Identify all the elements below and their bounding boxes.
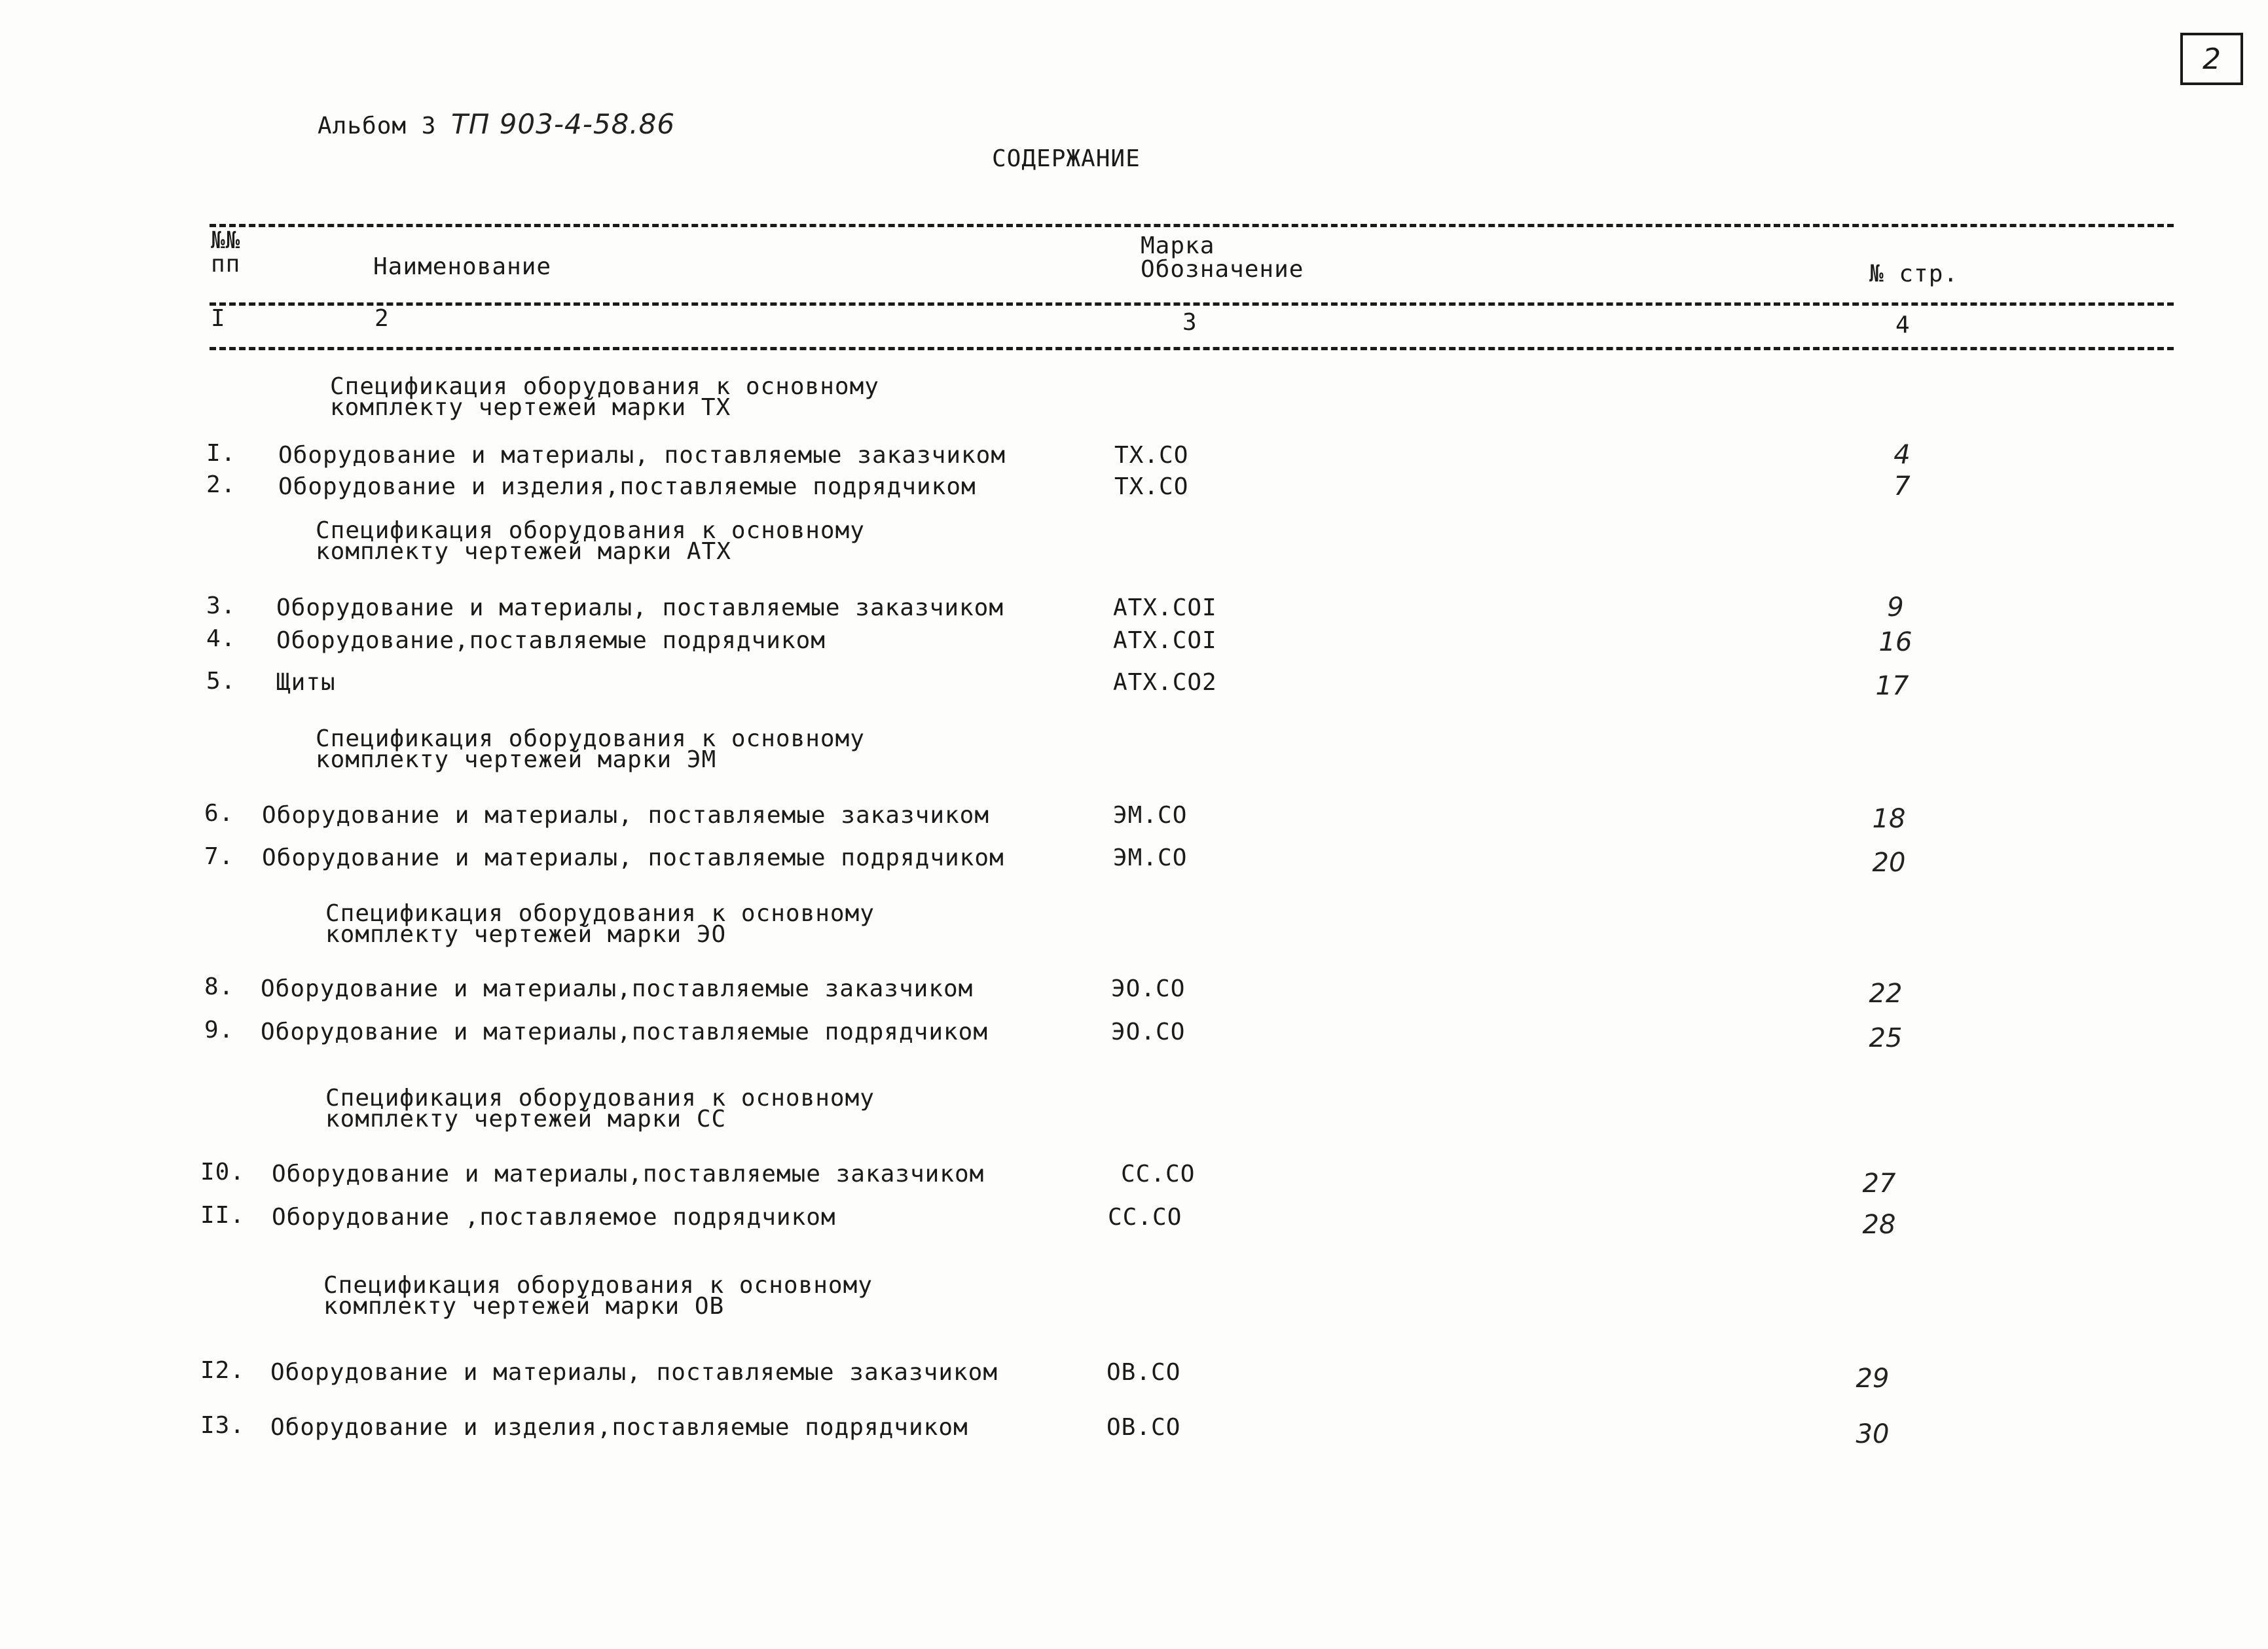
header-col-index-2: 2 bbox=[375, 305, 390, 332]
row-name: Оборудование и изделия,поставляемые подрядчиком bbox=[270, 1414, 968, 1441]
row-number: 3. bbox=[206, 592, 236, 619]
row-mark: АТХ.СОI bbox=[1113, 594, 1217, 621]
row-number: 7. bbox=[204, 843, 234, 870]
section-heading-line2: комплекту чертежей марки ТХ bbox=[330, 394, 731, 421]
row-page: 28 bbox=[1862, 1210, 1896, 1240]
row-number: 8. bbox=[204, 973, 234, 1000]
header-top-rule bbox=[210, 224, 2174, 227]
row-mark: ОВ.СО bbox=[1107, 1359, 1181, 1386]
header-mark-col bbox=[1141, 234, 1304, 281]
header-name-col: Наименование bbox=[373, 253, 552, 280]
row-number: I. bbox=[206, 440, 236, 467]
header-num-line1: №№ bbox=[211, 227, 241, 254]
sheet-number-box bbox=[2180, 33, 2243, 85]
header-col-index-1: I bbox=[211, 305, 226, 332]
section-heading-line1: Спецификация оборудования к основному bbox=[330, 373, 879, 400]
row-mark: ТХ.СО bbox=[1114, 473, 1189, 500]
row-page: 9 bbox=[1887, 592, 1904, 623]
header-page-col: № стр. bbox=[1869, 261, 1959, 287]
row-page: 29 bbox=[1856, 1364, 1890, 1394]
row-mark: ЭО.СО bbox=[1111, 975, 1186, 1002]
section-heading-line2: комплекту чертежей марки ОВ bbox=[323, 1293, 725, 1320]
row-number: 5. bbox=[206, 668, 236, 695]
section-heading bbox=[316, 517, 865, 565]
row-name: Оборудование и материалы, поставляемые заказчиком bbox=[270, 1359, 998, 1386]
row-number: 9. bbox=[204, 1017, 234, 1043]
row-number: I2. bbox=[200, 1357, 246, 1384]
row-number: II. bbox=[200, 1202, 246, 1229]
row-name: Оборудование и изделия,поставляемые подрядчиком bbox=[278, 473, 976, 500]
section-heading-line1: Спецификация оборудования к основному bbox=[325, 900, 875, 927]
section-heading-line2: комплекту чертежей марки СС bbox=[325, 1106, 727, 1133]
row-page: 25 bbox=[1869, 1023, 1903, 1053]
row-name: Оборудование и материалы, поставляемые подрядчиком bbox=[262, 844, 1004, 871]
row-page: 17 bbox=[1875, 671, 1909, 701]
row-number: 2. bbox=[206, 471, 236, 498]
row-number: 4. bbox=[206, 625, 236, 652]
header-col-index-3: 3 bbox=[1182, 309, 1198, 336]
row-number: I0. bbox=[200, 1159, 246, 1186]
section-heading bbox=[323, 1272, 873, 1320]
row-name: Щиты bbox=[276, 669, 336, 696]
section-heading bbox=[330, 373, 879, 421]
album-prefix: Альбом 3 bbox=[318, 113, 437, 139]
section-heading-line2: комплекту чертежей марки ЭМ bbox=[316, 746, 717, 773]
row-name: Оборудование и материалы, поставляемые заказчиком bbox=[262, 802, 990, 829]
row-page: 20 bbox=[1872, 848, 1906, 878]
album-code: ТП 903-4-58.86 bbox=[451, 108, 676, 140]
row-page: 30 bbox=[1856, 1419, 1890, 1449]
row-page: 18 bbox=[1872, 804, 1906, 834]
row-name: Оборудование и материалы, поставляемые заказчиком bbox=[276, 594, 1004, 621]
row-name: Оборудование и материалы, поставляемые заказчиком bbox=[278, 442, 1006, 469]
section-heading-line2: комплекту чертежей марки ЭО bbox=[325, 921, 727, 948]
section-heading bbox=[316, 725, 865, 773]
row-name: Оборудование,поставляемые подрядчиком bbox=[276, 627, 826, 654]
section-heading-line1: Спецификация оборудования к основному bbox=[316, 517, 865, 544]
row-mark: ЭО.СО bbox=[1111, 1019, 1186, 1045]
row-mark: СС.СО bbox=[1108, 1204, 1182, 1231]
page-title: СОДЕРЖАНИЕ bbox=[992, 145, 1141, 172]
row-mark: ОВ.СО bbox=[1107, 1414, 1181, 1441]
row-number: I3. bbox=[200, 1412, 246, 1439]
header-bottom-rule bbox=[210, 347, 2174, 350]
header-mark-line1: Марка bbox=[1141, 232, 1215, 259]
section-heading-line1: Спецификация оборудования к основному bbox=[323, 1272, 873, 1299]
row-page: 4 bbox=[1893, 440, 1911, 470]
header-num-line2: пп bbox=[211, 251, 241, 278]
album-label bbox=[318, 108, 675, 140]
header-num-col bbox=[211, 229, 240, 276]
section-heading bbox=[325, 1085, 875, 1133]
header-mid-rule bbox=[210, 302, 2174, 306]
row-page: 22 bbox=[1869, 979, 1903, 1009]
row-name: Оборудование и материалы,поставляемые заказчиком bbox=[261, 975, 974, 1002]
sheet-number: 2 bbox=[2203, 42, 2221, 76]
header-mark-line2: Обозначение bbox=[1141, 256, 1304, 283]
section-heading-line1: Спецификация оборудования к основному bbox=[316, 725, 865, 752]
row-name: Оборудование ,поставляемое подрядчиком bbox=[272, 1204, 836, 1231]
row-mark: СС.СО bbox=[1121, 1161, 1196, 1187]
section-heading-line2: комплекту чертежей марки АТХ bbox=[316, 538, 731, 565]
section-heading-line1: Спецификация оборудования к основному bbox=[325, 1085, 875, 1112]
row-mark: ЭМ.СО bbox=[1113, 802, 1188, 829]
row-mark: ТХ.СО bbox=[1114, 442, 1189, 469]
row-name: Оборудование и материалы,поставляемые подрядчиком bbox=[261, 1019, 989, 1045]
row-number: 6. bbox=[204, 800, 234, 827]
row-page: 16 bbox=[1878, 627, 1912, 657]
row-name: Оборудование и материалы,поставляемые заказчиком bbox=[272, 1161, 985, 1187]
row-mark: АТХ.СО2 bbox=[1113, 669, 1217, 696]
row-mark: АТХ.СОI bbox=[1113, 627, 1217, 654]
section-heading bbox=[325, 900, 875, 948]
row-page: 27 bbox=[1862, 1169, 1896, 1199]
row-mark: ЭМ.СО bbox=[1113, 844, 1188, 871]
header-col-index-4: 4 bbox=[1895, 312, 1911, 338]
row-page: 7 bbox=[1893, 471, 1911, 501]
